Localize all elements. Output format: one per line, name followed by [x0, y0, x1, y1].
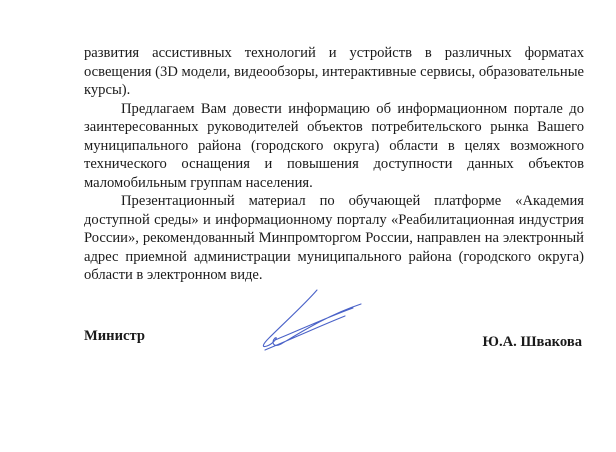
signature-row [84, 328, 582, 352]
signatory-name: Ю.А. Швакова [482, 334, 582, 350]
paragraph-2: Предлагаем Вам довести информацию об информационном портале до заинтересованных руководителей объектов потребительского рынка Вашего муниципального района (городского округа) области в целях возможного технического оснащения и повышения доступности данных объектов маломобильным группам населения. [84, 100, 584, 191]
document-body [84, 44, 584, 285]
signatory-title: Министр [84, 328, 145, 344]
paragraph-1: развития ассистивных технологий и устройств в различных форматах освещения (3D модели, видеообзоры, интерактивные сервисы, образовательные курсы). [84, 45, 584, 98]
paragraph-3: Презентационный материал по обучающей платформе «Академия доступной среды» и информационному порталу «Реабилитационная индустрия России», рекомендованный Минпромторгом России, направлен на электронный адрес приемной администрации муниципального района (городского округа) области в электронном виде. [84, 193, 584, 283]
